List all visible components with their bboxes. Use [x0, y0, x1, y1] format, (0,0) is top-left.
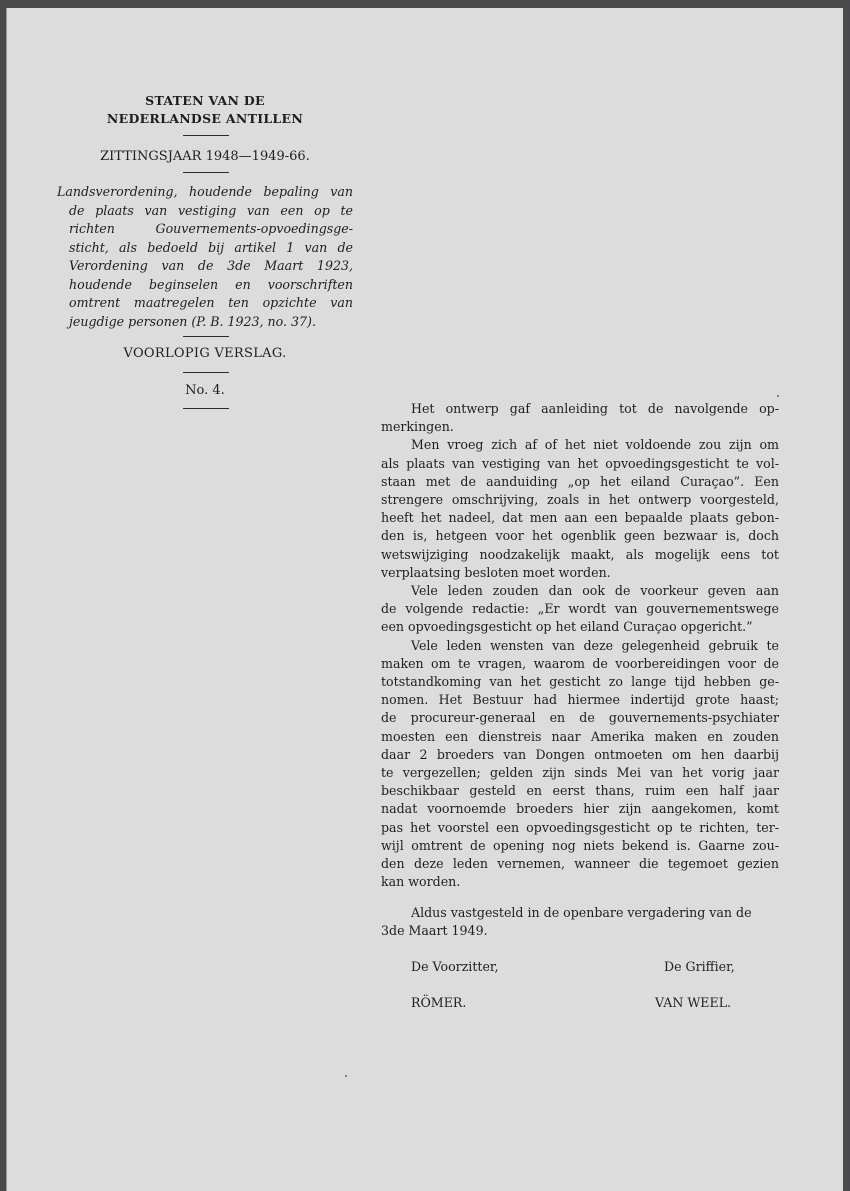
body-line: Vele leden zouden dan ook de voorkeur geven aan	[411, 583, 779, 599]
body-line: de volgende redactie: „Er wordt van gouvernementswege	[381, 601, 779, 617]
subject-line: de plaats van vestiging van een op te	[69, 202, 353, 218]
paper-speck	[777, 395, 779, 397]
closing-statement	[381, 904, 779, 940]
body-line: Het ontwerp gaf aanleiding tot de navolgende op-	[411, 401, 779, 416]
body-line: een opvoedingsgesticht op het eiland Curaçao opgericht.”	[381, 619, 753, 635]
subject-line: houdende beginselen en voorschriften	[69, 276, 353, 292]
body-line: heeft het nadeel, dat men aan een bepaalde plaats gebon-	[381, 510, 779, 526]
bill-subject	[57, 183, 353, 331]
body-line: maken om te vragen, waarom de voorbereidingen voor de	[381, 655, 779, 671]
paper-speck	[345, 1075, 347, 1077]
subject-line: sticht, als bedoeld bij artikel 1 van de	[69, 239, 353, 255]
clerk-title: De Griffier,	[664, 959, 735, 974]
subject-line: Landsverordening, houdende bepaling van	[57, 184, 353, 199]
body-line: pas het voorstel een opvoedingsgesticht op te richten, ter-	[381, 819, 779, 835]
body-line: den deze leden vernemen, wanneer die tegemoet gezien	[381, 856, 779, 872]
body-line: daar 2 broeders van Dongen ontmoeten om hen daarbij	[381, 746, 779, 762]
subject-line: richten Gouvernements-opvoedingsge-	[69, 221, 353, 236]
subject-line: jeugdige personen (P. B. 1923, no. 37).	[69, 313, 316, 329]
clerk-name: VAN WEEL.	[655, 995, 732, 1010]
body-line: merkingen.	[381, 419, 454, 435]
body-line: beschikbaar gesteld en eerst thans, ruim een half jaar	[381, 783, 779, 799]
session-year: ZITTINGSJAAR 1948—1949-66.	[100, 149, 310, 164]
body-line: te vergezellen; gelden zijn sinds Mei van het vorig jaar	[381, 765, 779, 781]
closing-line-2: 3de Maart 1949.	[381, 923, 488, 939]
parliament-title	[57, 92, 353, 128]
body-line: nomen. Het Bestuur had hiermee indertijd grote haast;	[381, 692, 779, 708]
body-line: nadat voornoemde broeders hier zijn aangekomen, komt	[381, 801, 779, 817]
divider-rule	[183, 372, 229, 373]
document-page	[6, 8, 843, 1191]
body-line: wijl omtrent de opening nog niets bekend is. Gaarne zou-	[381, 837, 779, 853]
subject-line: Verordening van de 3de Maart 1923,	[69, 258, 353, 273]
body-line: Men vroeg zich af of het niet voldoende zou zijn om	[411, 437, 779, 453]
body-line: de procureur-generaal en de gouvernements-psychiater	[381, 710, 779, 726]
report-type: VOORLOPIG VERSLAG.	[123, 346, 287, 361]
title-line-2: NEDERLANDSE ANTILLEN	[106, 111, 304, 126]
body-line: wetswijziging noodzakelijk maakt, als mogelijk eens tot	[381, 546, 779, 562]
body-line: den is, hetgeen voor het ogenblik geen bezwaar is, doch	[381, 528, 779, 544]
body-line: verplaatsing besloten moet worden.	[381, 564, 611, 580]
body-line: kan worden.	[381, 874, 461, 890]
title-line-1: STATEN VAN DE	[145, 93, 265, 108]
body-line: staan met de aanduiding „op het eiland Curaçao”. Een	[381, 473, 779, 489]
closing-line-1: Aldus vastgesteld in de openbare vergadering van de	[411, 905, 752, 920]
report-body	[381, 400, 779, 891]
body-line: als plaats van vestiging van het opvoedingsgesticht te vol-	[381, 455, 779, 471]
document-number: No. 4.	[185, 383, 225, 398]
body-line: Vele leden wensten van deze gelegenheid gebruik te	[411, 637, 779, 653]
divider-rule	[183, 172, 229, 173]
body-line: strengere omschrijving, zoals in het ontwerp voorgesteld,	[381, 492, 779, 508]
divider-rule	[183, 336, 229, 337]
divider-rule	[183, 135, 229, 136]
subject-line: omtrent maatregelen ten opzichte van	[69, 295, 353, 310]
chairman-name: RÖMER.	[411, 995, 467, 1010]
body-line: totstandkoming van het gesticht zo lange tijd hebben ge-	[381, 674, 779, 690]
divider-rule	[183, 408, 229, 409]
body-line: moesten een dienstreis naar Amerika maken en zouden	[381, 728, 779, 744]
chairman-title: De Voorzitter,	[411, 959, 499, 974]
